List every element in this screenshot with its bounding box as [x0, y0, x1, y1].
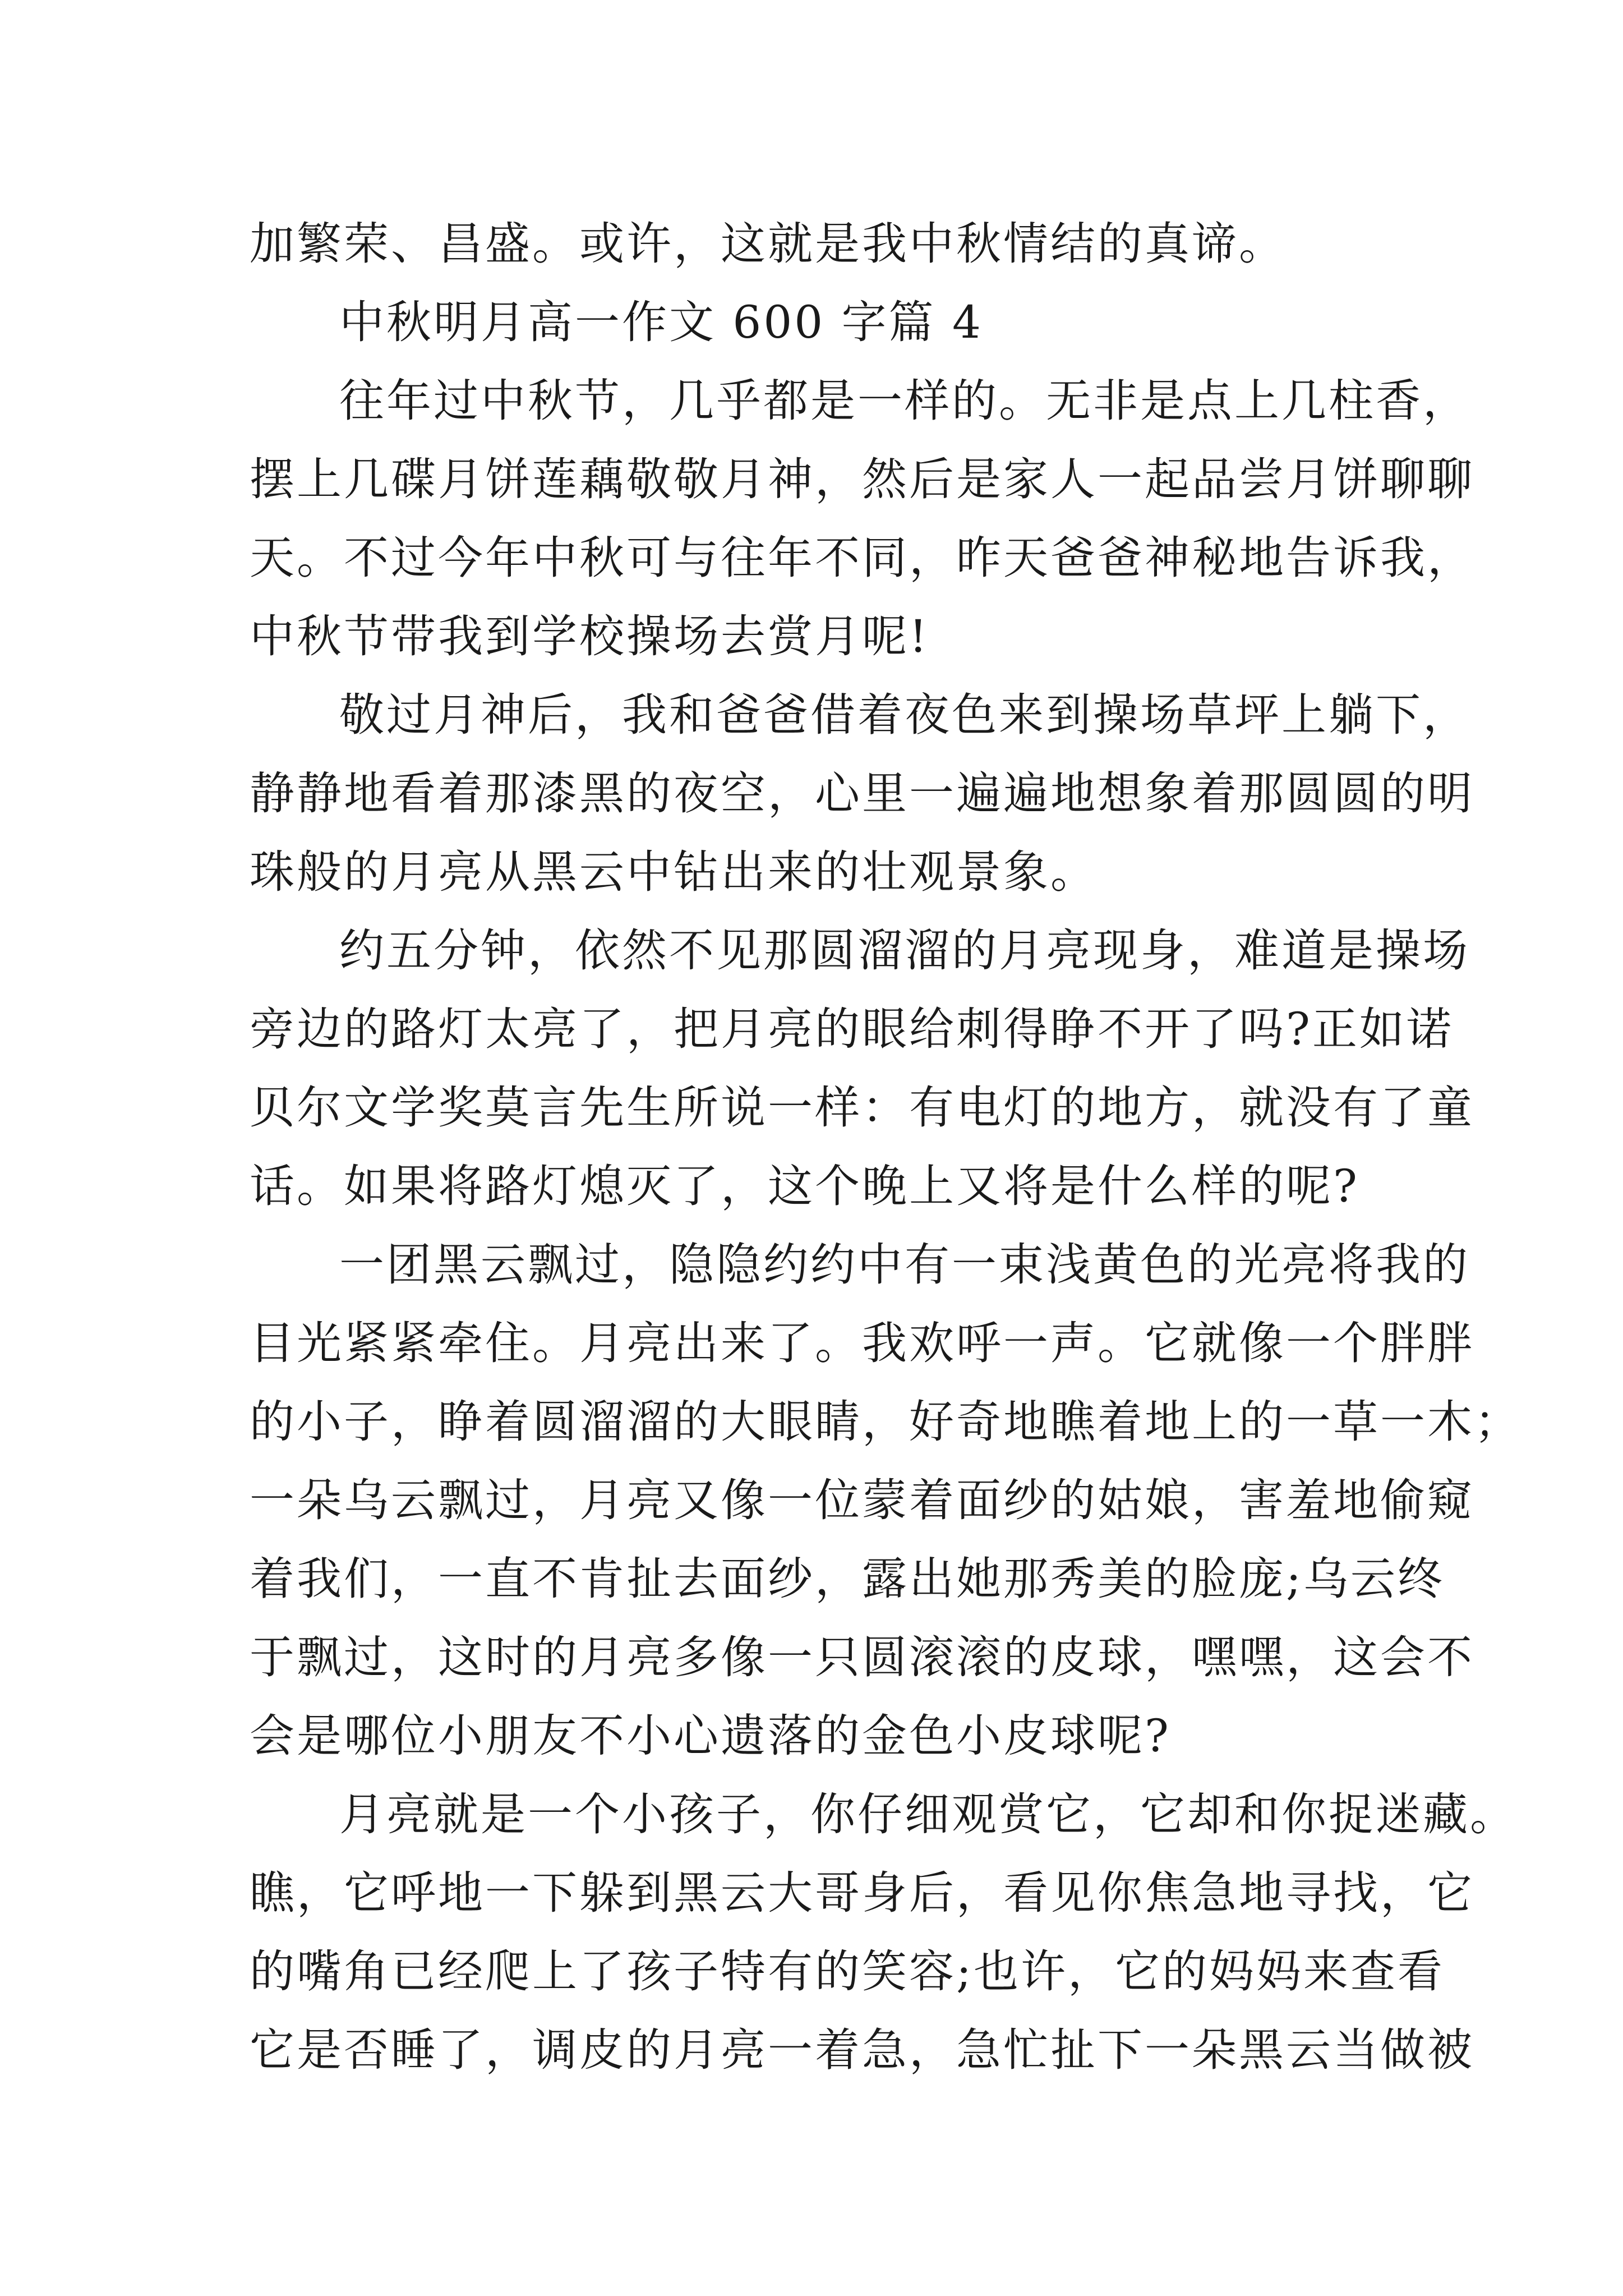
text-line: 的嘴角已经爬上了孩子特有的笑容;也许，它的妈妈来查看: [250, 1945, 1445, 1998]
section-heading: 中秋明月高一作文 600 字篇 4: [339, 296, 983, 348]
text-line: 约五分钟，依然不见那圆溜溜的月亮现身，难道是操场: [339, 924, 1470, 977]
text-line: 天。不过今年中秋可与往年不同，昨天爸爸神秘地告诉我，: [250, 532, 1474, 584]
text-line: 着我们，一直不肯扯去面纱，露出她那秀美的脸庞;乌云终: [250, 1553, 1445, 1605]
text-line: 目光紧紧牵住。月亮出来了。我欢呼一声。它就像一个胖胖: [250, 1317, 1474, 1369]
text-line: 摆上几碟月饼莲藕敬敬月神，然后是家人一起品尝月饼聊聊: [250, 453, 1474, 505]
text-line: 中秋节带我到学校操场去赏月呢!: [250, 610, 930, 662]
text-line: 它是否睡了，调皮的月亮一着急，急忙扯下一朵黑云当做被: [250, 2024, 1474, 2076]
text-line: 月亮就是一个小孩子，你仔细观赏它，它却和你捉迷藏。: [339, 1788, 1517, 1841]
text-line: 话。如果将路灯熄灭了，这个晚上又将是什么样的呢?: [250, 1160, 1359, 1212]
text-line: 往年过中秋节，几乎都是一样的。无非是点上几柱香，: [339, 375, 1470, 427]
text-line: 加繁荣、昌盛。或许，这就是我中秋情结的真谛。: [250, 218, 1286, 270]
text-line: 会是哪位小朋友不小心遗落的金色小皮球呢?: [250, 1710, 1171, 1762]
text-line: 于飘过，这时的月亮多像一只圆滚滚的皮球，嘿嘿，这会不: [250, 1631, 1474, 1683]
text-line: 瞧，它呼地一下躲到黑云大哥身后，看见你焦急地寻找，它: [250, 1867, 1474, 1919]
text-line: 旁边的路灯太亮了，把月亮的眼给刺得睁不开了吗?正如诺: [250, 1003, 1454, 1055]
text-line: 一朵乌云飘过，月亮又像一位蒙着面纱的姑娘，害羞地偷窥: [250, 1474, 1474, 1526]
text-line: 的小子，睁着圆溜溜的大眼睛，好奇地瞧着地上的一草一木；: [250, 1396, 1521, 1448]
text-line: 静静地看着那漆黑的夜空，心里一遍遍地想象着那圆圆的明: [250, 767, 1474, 820]
text-line: 珠般的月亮从黑云中钻出来的壮观景象。: [250, 846, 1098, 898]
text-line: 一团黑云飘过，隐隐约约中有一束浅黄色的光亮将我的: [339, 1239, 1470, 1291]
text-line: 贝尔文学奖莫言先生所说一样：有电灯的地方，就没有了童: [250, 1082, 1474, 1134]
text-line: 敬过月神后，我和爸爸借着夜色来到操场草坪上躺下，: [339, 689, 1470, 741]
